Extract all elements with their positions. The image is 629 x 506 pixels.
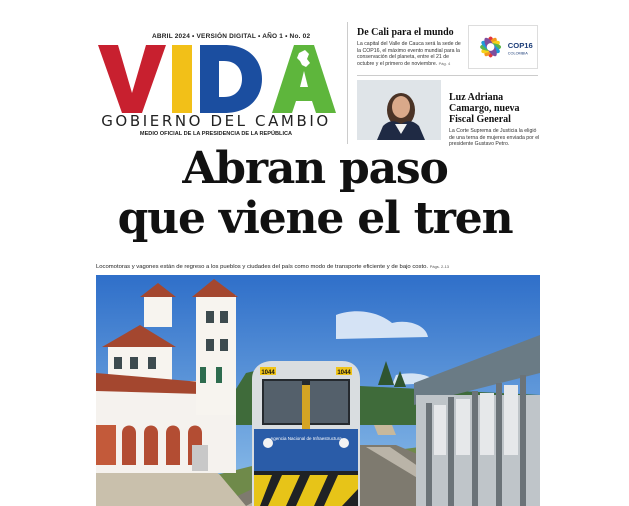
fiscal-portrait-photo xyxy=(357,80,441,140)
column-divider xyxy=(347,22,348,144)
cop16-logo-label: COP16 xyxy=(507,40,533,50)
logo-letter-d xyxy=(200,45,262,113)
train-number-right: 1044 xyxy=(337,370,351,376)
headline-line-1: Abran paso xyxy=(182,143,448,194)
tagline: GOBIERNO DEL CAMBIO xyxy=(101,112,331,130)
brief-fiscal-text: La Corte Suprema de Justicia la eligió de una terna de mujeres enviada por el presidente Gustavo Petro. xyxy=(449,128,540,148)
cop16-logo-sub: COLOMBIA xyxy=(507,51,528,56)
train-station-photo[interactable] xyxy=(96,275,540,506)
train-number-left: 1044 xyxy=(261,370,275,376)
subheadline xyxy=(96,264,540,270)
brief-divider xyxy=(357,75,538,76)
brief-cop16-text: La capital del Valle de Cauca será la sede de la COP16, el máximo evento mundial para la conservación del planeta, entre el 21 de octubre y el primero de noviembre. Pág. 4 xyxy=(357,41,461,67)
cop16-logo xyxy=(468,25,538,69)
subheadline-text: Locomotoras y vagones están de regreso a los pueblos y ciudades del país como modo de transporte eficiente y de bajo costo. xyxy=(96,264,429,270)
official-line: MEDIO OFICIAL DE LA PRESIDENCIA DE LA REPÚBLICA xyxy=(139,131,293,137)
brief-cop16[interactable] xyxy=(357,27,465,67)
subheadline-ref: Págs. 2-13 xyxy=(429,264,450,269)
headline-line-2: que viene el tren xyxy=(117,193,513,244)
train-side-text: Agencia Nacional de Infraestructura xyxy=(270,436,342,441)
main-headline[interactable] xyxy=(80,144,550,244)
logo-letter-i xyxy=(172,45,192,113)
brief-fiscal-title: Luz Adriana Camargo, nueva Fiscal General xyxy=(449,92,520,125)
vida-logo xyxy=(96,41,336,119)
brief-cop16-ref: Pág. 4 xyxy=(438,60,451,66)
brief-fiscal[interactable] xyxy=(449,92,541,148)
logo-letter-v xyxy=(98,45,166,113)
edition-line: ABRIL 2024 • VERSIÓN DIGITAL • AÑO 1 • No. 02 xyxy=(152,33,311,40)
brief-cop16-title: De Cali para el mundo xyxy=(357,27,454,38)
